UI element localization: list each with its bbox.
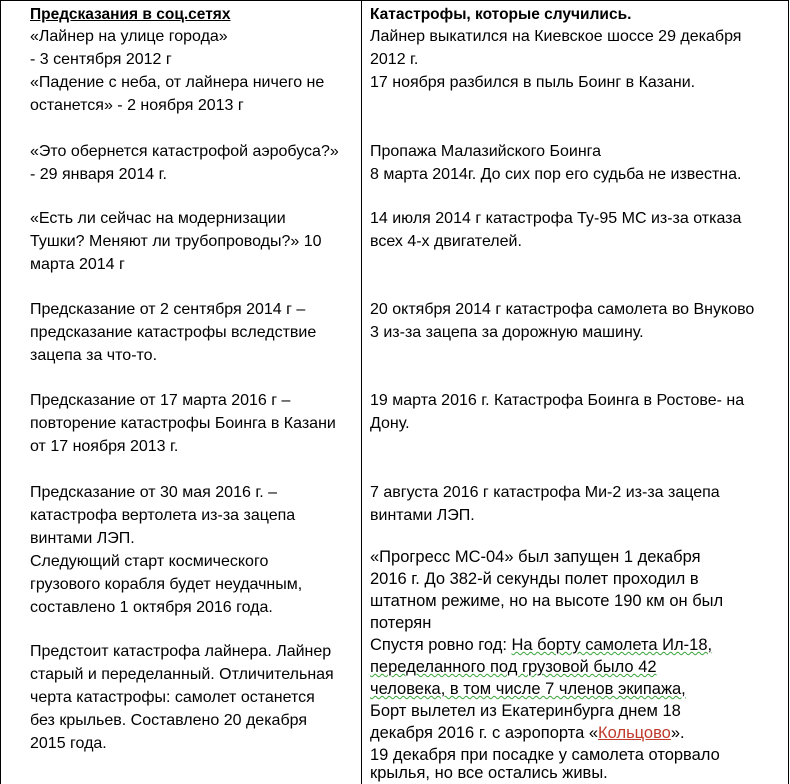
airport-link[interactable]: Кольцово [598,724,671,742]
text-line: от 17 ноября 2013 г. [30,438,179,455]
text-segment: декабря 2016 г. с аэропорта « [370,724,599,742]
predictions-header: Предсказания в соц.сетях [30,6,231,23]
intro-text: Спустя ровно год: [370,636,512,654]
text-line: «Прогресс МС-04» был запущен 1 декабря [370,548,701,566]
text-line: 8 марта 2014г. До сих пор его судьба не известна. [370,166,742,183]
text-line: старый и переделанный. Отличительная [30,666,334,683]
text-line: 19 декабря при посадке у самолета оторвало [370,746,720,764]
text-line: 7 августа 2016 г катастрофа Ми-2 из-за зацепа [370,484,720,501]
text-line: штатном режиме, но на высоте 190 км он был [370,592,724,610]
catastrophes-header: Катастрофы, которые случились. [370,6,632,23]
text-line [370,656,657,678]
text-line [370,678,686,700]
text-line: составлено 1 октября 2016 года. [30,599,273,616]
text-line: винтами ЛЭП. [30,530,135,547]
text-line: катастрофа вертолета из-за зацепа [30,507,296,524]
text-line: Борт вылетел из Екатеринбурга днем 18 [370,702,681,720]
text-line: Следующий старт космического [30,553,269,570]
underlined-text: человека, в том числе 7 членов экипажа, [370,680,686,698]
text-line: всех 4-х двигателей. [370,233,522,250]
text-line: потерян [370,614,432,632]
table-right-border [788,0,789,784]
text-line: Предсказание от 30 мая 2016 г. – [30,484,277,501]
text-line: 2016 г. До 382-й секунды полет проходил в [370,570,699,588]
text-line: 17 ноября разбился в пыль Боинг в Казани. [370,74,696,91]
text-line: 20 октября 2014 г катастрофа самолета во Внуково [370,301,755,318]
text-line: повторение катастрофы Боинга в Казани [30,415,336,432]
text-line: винтами ЛЭП. [370,507,475,524]
text-line: марта 2014 г [30,256,125,273]
text-line [370,722,685,744]
text-line: Предсказание от 17 марта 2016 г – [30,392,291,409]
table-top-border [0,0,789,1]
text-line: останется» - 2 ноября 2013 г [30,97,244,114]
text-line: Тушки? Меняют ли трубопроводы?» 10 [30,233,322,250]
text-line: - 3 сентября 2012 г [30,51,172,68]
text-line [370,634,712,656]
text-line: «Падение с неба, от лайнера ничего не [30,74,325,91]
text-line: 19 марта 2016 г. Катастрофа Боинга в Ростове- на [370,392,745,409]
text-line: 3 из-за зацепа за дорожную машину. [370,324,644,341]
table-left-border [0,0,1,784]
column-divider [361,0,362,784]
underlined-text: переделанного под грузовой было 42 [370,658,657,676]
text-line: 2015 года. [30,735,107,752]
text-line: предсказание катастрофы вследствие [30,324,317,341]
text-line: черта катастрофы: самолет останется [30,689,315,706]
text-line: Пропажа Малазийского Боинга [370,143,602,160]
text-line: без крыльев. Составлено 20 декабря [30,712,307,729]
text-line: Предсказание от 2 сентября 2014 г – [30,301,306,318]
text-line: - 29 января 2014 г. [30,166,167,183]
text-line: крылья, но все остались живы. [370,764,608,782]
text-line: зацепа за что-то. [30,347,158,364]
text-segment: ». [670,724,685,742]
text-line: «Это обернется катастрофой аэробуса?» [30,143,339,160]
underlined-text: На борту самолета Ил-18, [511,636,713,654]
text-line: 14 июля 2014 г катастрофа Ту-95 МС из-за отказа [370,210,742,227]
text-line: «Есть ли сейчас на модернизации [30,210,286,227]
text-line: «Лайнер на улице города» [30,28,228,45]
text-line: Дону. [370,415,410,432]
text-line: Лайнер выкатился на Киевское шоссе 29 декабря [370,28,742,45]
text-line: грузового корабля будет неудачным, [30,576,303,593]
text-line: 2012 г. [370,51,419,68]
text-line: Предстоит катастрофа лайнера. Лайнер [30,643,332,660]
